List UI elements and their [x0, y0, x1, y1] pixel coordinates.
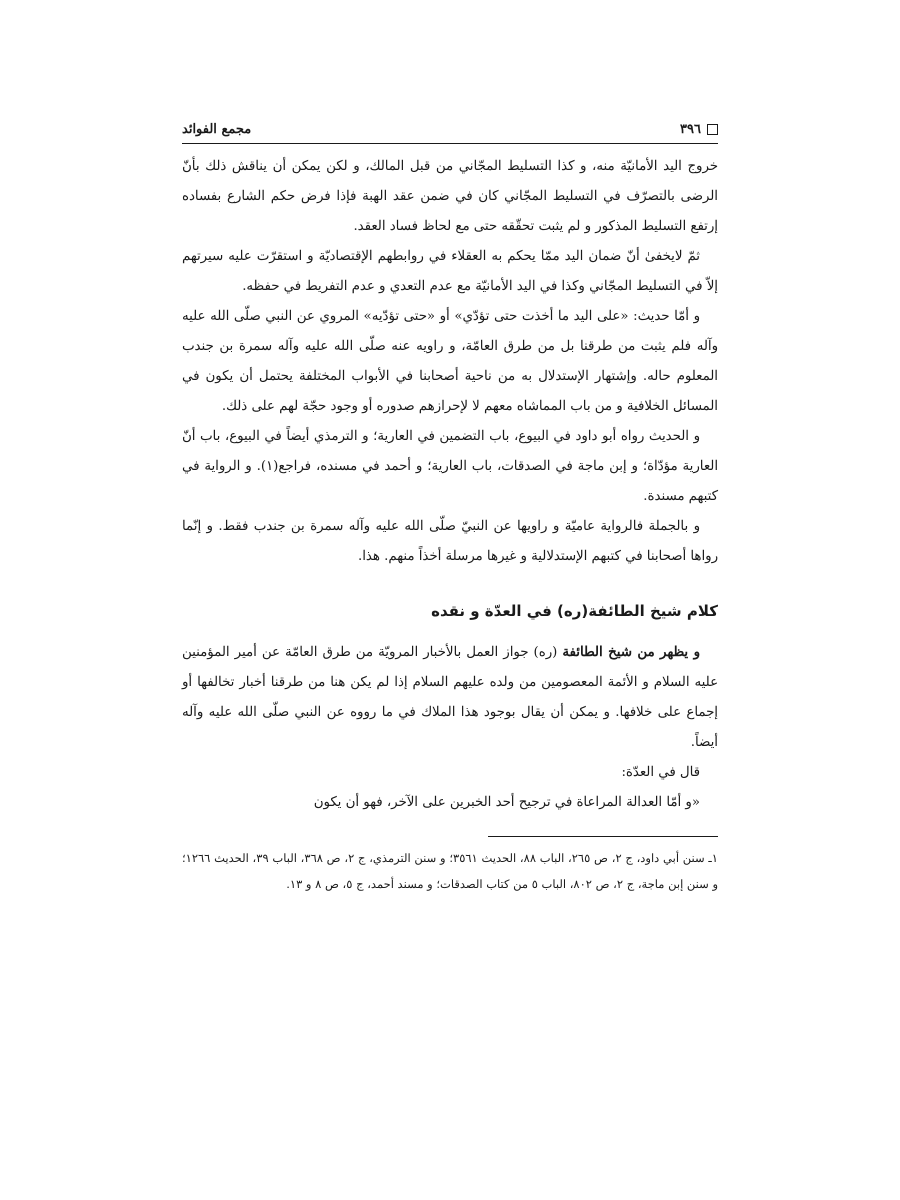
- page-number: [680, 122, 718, 137]
- section-paragraph: [182, 638, 718, 758]
- footnote: ١ـ سنن أبي داود، ج ٢، ص ٢٦٥، الباب ٨٨، الحديث ٣٥٦١؛ و سنن الترمذي، ج ٢، ص ٣٦٨، الباب ٣٩، الحديث ١٢٦٦؛ و سنن إبن ماجة، ج ٢، ص ٨٠٢، الباب ٥ من كتاب الصدقات؛ و مسند أحمد، ج ٥، ص ٨ و ١٣.: [182, 851, 718, 891]
- page-header: [182, 105, 718, 143]
- book-page: [182, 105, 718, 897]
- quote-intro: قال في العدّة:: [621, 765, 700, 780]
- book-title: مجمع الفوائد: [182, 122, 252, 137]
- quote-start: «و أمّا العدالة المراعاة في ترجيح أحد الخبرين على الآخر، فهو أن يكون: [313, 795, 700, 810]
- paragraph: و الحديث رواه أبو داود في البيوع، باب التضمين في العارية؛ و الترمذي أيضاً في البيوع، باب أنّ العارية مؤدّاة؛ و إبن ماجة في الصدقات، باب العارية؛ و أحمد في مسنده، فراجع(١). و الرواية في كتبهم مسندة.: [182, 429, 719, 504]
- footnote-rule: [488, 836, 718, 837]
- header-rule: [182, 143, 718, 144]
- square-ornament-icon: [707, 124, 718, 135]
- section-lead-bold: و يظهر من شيخ الطائفة: [562, 645, 701, 660]
- paragraph: و بالجملة فالرواية عاميّة و راويها عن النبيّ صلّى الله عليه وآله سمرة بن جندب فقط. و إنّما رواها أصحابنا في كتبهم الإستدلالية و غيرها مرسلة أخذاً منهم. هذا.: [182, 519, 718, 564]
- paragraph: خروج اليد الأمانيّة منه، و كذا التسليط المجّاني من قبل المالك، و لكن يمكن أن يناقش ذلك بأنّ الرضى بالتصرّف في التسليط المجّاني كان في ضمن عقد الهبة فإذا فرض حكم الشارع بفساده إرتفع التسليط المذكور و لم يثبت تحقّقه حتى مع لحاظ فساد العقد.: [182, 159, 718, 234]
- paragraph: و أمّا حديث: «على اليد ما أخذت حتى تؤدّي» أو «حتى تؤدّيه» المروي عن النبي صلّى الله عليه وآله فلم يثبت من طرقنا بل من طرق العامّة، و راويه عنه صلّى الله عليه وآله سمرة بن جندب المعلوم حاله. وإشتهار الإستدلال به من ناحية أصحابنا في الأبواب المختلفة يحتمل أن يكون في المسائل الخلافية و من باب المماشاه معهم لا لإحرازهم صدوره أو وجود حجّة لهم على ذلك.: [182, 309, 718, 414]
- section-paragraph-text: (ره) جواز العمل بالأخبار المرويّة من طرق العامّة عن أمير المؤمنين عليه السلام و الأئمة المعصومين من ولده عليهم السلام إذا لم يكن هنا من طرقنا أخبار تخالفها أو إجماع على خلافها. و يمكن أن يقال بوجود هذا الملاك في ما رووه عن النبي صلّى الله عليه وآله أيضاً.: [182, 645, 718, 750]
- page-number-text: ٣٩٦: [680, 122, 701, 137]
- footnotes: [182, 845, 718, 897]
- main-text: [182, 152, 718, 818]
- paragraph: ثمّ لايخفىٰ أنّ ضمان اليد ممّا يحكم به العقلاء في روابطهم الإقتصاديّة و استقرّت عليه سيرتهم إلاّ في التسليط المجّاني وكذا في اليد الأمانيّة مع عدم التعدي و عدم التفريط في حفظه.: [182, 249, 718, 294]
- section-heading: كلام شيخ الطائفة(ره) في العدّة و نقده: [431, 602, 718, 620]
